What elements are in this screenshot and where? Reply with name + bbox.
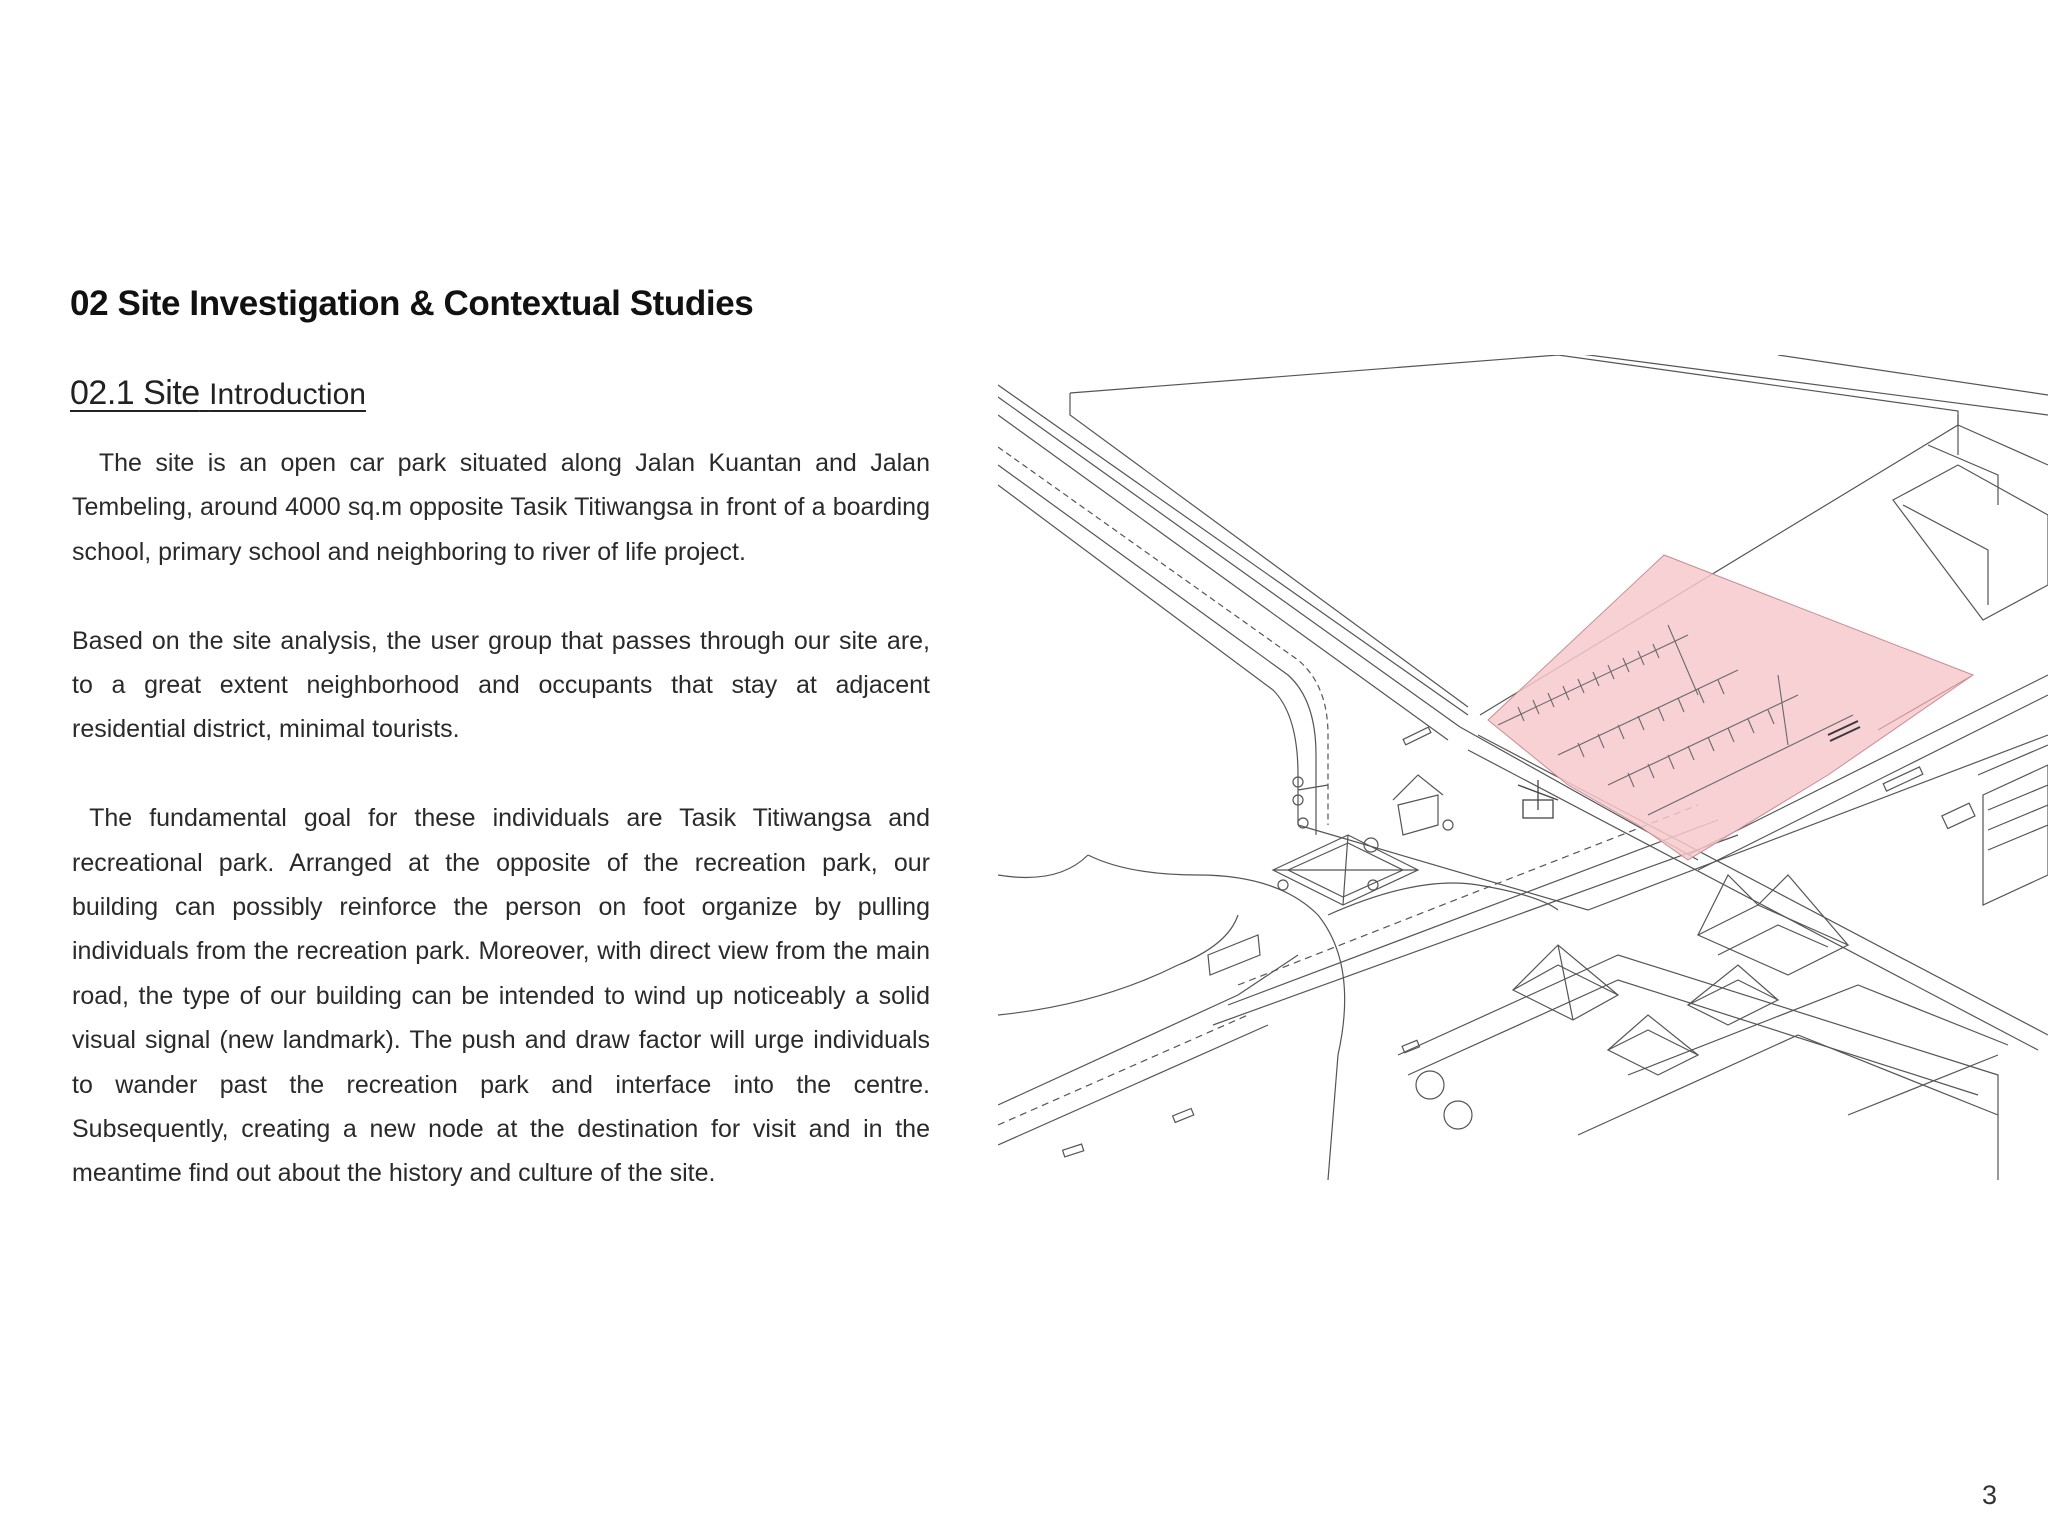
page-number: 3 [1982,1480,1998,1510]
paragraph-user-group: Based on the site analysis, the user group that passes through our site are, to a great extent neighborhood and occupants that stay at adjacent residential district, minimal tourists. [72,626,930,744]
site-highlight [1488,555,1973,860]
body-text [72,441,937,1196]
paragraph-fundamental-goal: The fundamental goal for these individuals are Tasik Titiwangsa and recreational park. Arranged at the opposite of the recreation park, our building can possibly reinforce the person on foot organize by pulling individuals from the recreation park. Moreover, with direct view from the main road, the type of our building can be intended to wind up noticeably a solid visual signal (new landmark). The push and draw factor will urge individuals to wander past the recreation park and interface into the centre. Subsequently, creating a new node at the destination for visit and in the meantime find out about the history and culture of the site. [72,804,937,1188]
subsection-title [70,374,366,413]
site-linework [998,355,2048,1180]
subsection-label: Introduction [209,378,366,411]
compass-marker-icon [1518,780,1558,818]
section-title: 02 Site Investigation & Contextual Studies [70,284,754,323]
site-axonometric-drawing [998,355,2048,1180]
paragraph-site-description: The site is an open car park situated along Jalan Kuantan and Jalan Tembeling, around 4000 sq.m opposite Tasik Titiwangsa in front of a boarding school, primary school and neighboring to river of life project. [72,449,937,566]
subsection-number: 02.1 Site [70,374,200,412]
site-axonometric-svg [998,355,2048,1180]
